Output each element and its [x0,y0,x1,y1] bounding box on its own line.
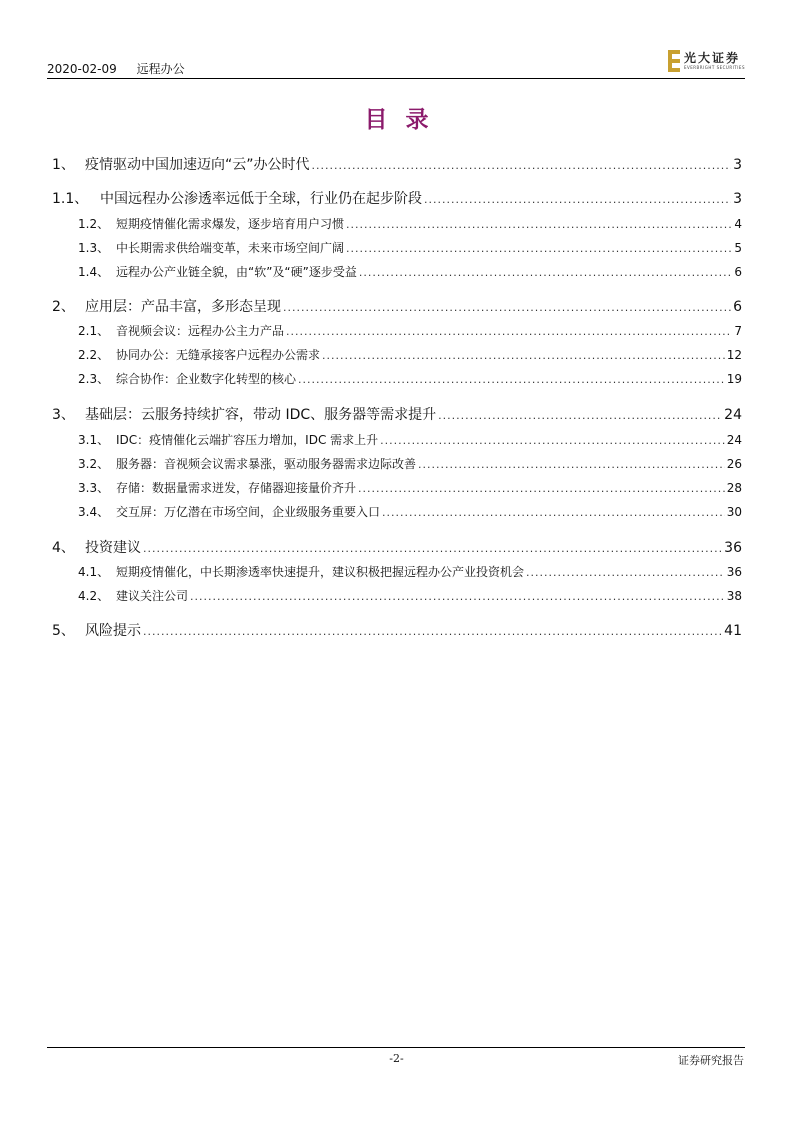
toc-entry[interactable] [78,563,742,580]
toc-leader-dots [143,625,722,638]
toc-entry[interactable] [78,322,742,339]
toc-leader-dots [418,458,725,471]
toc-entry[interactable] [52,188,742,208]
toc-entry-title: 存储：数据量需求迸发，存储器迎接量价齐升 [116,481,357,495]
footer-divider [47,1047,745,1048]
toc-entry[interactable] [52,537,742,557]
logo-name-cn: 光大证券 [683,51,740,65]
toc-entry-number: 1.4、 [78,265,110,279]
toc-entry-number: 2.2、 [78,348,110,362]
toc-leader-dots [346,242,732,255]
toc-entry-page: 24 [724,407,742,423]
toc-entry-number: 1、 [52,157,75,173]
toc-entry[interactable] [78,479,742,496]
toc-leader-dots [438,409,722,422]
toc-leader-dots [359,266,732,279]
toc-entry-number: 2、 [52,299,75,315]
toc-leader-dots [424,193,731,206]
toc-entry-page: 26 [726,457,742,471]
report-date: 2020-02-09 [47,62,117,76]
toc-entry-page: 6 [734,265,742,279]
toc-leader-dots [298,373,725,386]
toc-entry-page: 41 [724,623,742,639]
toc-entry-page: 3 [733,157,742,173]
header-divider [47,78,745,79]
toc-entry-page: 19 [726,372,742,386]
toc-entry-title: 应用层：产品丰富，多形态呈现 [85,299,281,315]
toc-entry[interactable] [78,346,742,363]
toc-entry-page: 4 [734,217,742,231]
toc-entry[interactable] [78,587,742,604]
toc-entry-number: 1.2、 [78,217,110,231]
toc-leader-dots [143,542,722,555]
document-type: 证券研究报告 [678,1054,744,1067]
toc-entry-title: 风险提示 [85,623,141,639]
toc-entry-title: 中长期需求供给端变革，未来市场空间广阔 [116,241,345,255]
logo-mark-icon [668,50,680,72]
page-number: -2- [389,1052,404,1065]
toc-entry-page: 6 [733,299,742,315]
toc-entry-title: 交互屏：万亿潜在市场空间，企业级服务重要入口 [116,505,381,519]
header-info [47,60,201,77]
toc-entry-title: 音视频会议：远程办公主力产品 [116,324,285,338]
toc-entry-title: 基础层：云服务持续扩容，带动 IDC、服务器等需求提升 [85,407,437,423]
toc-entry-page: 12 [726,348,742,362]
toc-leader-dots [283,301,731,314]
toc-entry-number: 4.1、 [78,565,110,579]
toc-entry-title: 疫情驱动中国加速迈向“云”办公时代 [85,157,310,173]
toc-entry-number: 3.3、 [78,481,110,495]
toc-leader-dots [382,506,725,519]
toc-entry[interactable] [78,263,742,280]
toc-entry-page: 7 [734,324,742,338]
toc-entry-number: 3.1、 [78,433,110,447]
toc-entry[interactable] [52,404,742,424]
toc-leader-dots [526,566,725,579]
toc-leader-dots [358,482,725,495]
toc-entry-number: 2.3、 [78,372,110,386]
toc-entry-page: 36 [726,565,742,579]
toc-entry[interactable] [78,215,742,232]
toc-entry-number: 4、 [52,540,75,556]
toc-entry-title: IDC：疫情催化云端扩容压力增加，IDC 需求上升 [116,433,379,447]
toc-entry-page: 38 [726,589,742,603]
toc-leader-dots [286,325,732,338]
toc-entry-page: 3 [733,191,742,207]
toc-entry-page: 5 [734,241,742,255]
toc-leader-dots [190,590,725,603]
toc-entry[interactable] [78,370,742,387]
toc-entry-page: 36 [724,540,742,556]
toc-leader-dots [312,159,732,172]
toc-entry-title: 综合协作：企业数字化转型的核心 [116,372,297,386]
report-topic: 远程办公 [136,62,185,76]
toc-entry-number: 3.4、 [78,505,110,519]
toc-leader-dots [380,434,725,447]
toc-entry-page: 30 [726,505,742,519]
toc-entry-title: 服务器：音视频会议需求暴涨，驱动服务器需求边际改善 [116,457,417,471]
toc-entry-title: 中国远程办公渗透率远低于全球，行业仍在起步阶段 [100,191,422,207]
toc-entry-title: 远程办公产业链全貌，由“软”及“硬”逐步受益 [116,265,357,279]
toc-entry-title: 短期疫情催化，中长期渗透率快速提升，建议积极把握远程办公产业投资机会 [116,565,525,579]
logo-name-en: EVERBRIGHT SECURITIES [683,65,745,70]
toc-entry-number: 3.2、 [78,457,110,471]
toc-leader-dots [346,218,732,231]
toc-entry[interactable] [52,154,742,174]
toc-entry-number: 1.3、 [78,241,110,255]
toc-entry[interactable] [52,620,742,640]
toc-entry-number: 5、 [52,623,75,639]
toc-entry-number: 4.2、 [78,589,110,603]
toc-title: 目录 [364,107,447,133]
toc-entry-number: 3、 [52,407,75,423]
toc-entry-title: 建议关注公司 [116,589,189,603]
toc-entry[interactable] [78,239,742,256]
toc-entry[interactable] [78,431,742,448]
toc-entry-page: 28 [726,481,742,495]
toc-entry[interactable] [52,296,742,316]
toc-entry-number: 1.1、 [52,191,89,207]
everbright-logo [668,50,745,72]
toc-entry[interactable] [78,503,742,520]
toc-entry[interactable] [78,455,742,472]
toc-leader-dots [322,349,725,362]
toc-entry-number: 2.1、 [78,324,110,338]
toc-entry-page: 24 [726,433,742,447]
toc-entry-title: 协同办公：无缝承接客户远程办公需求 [116,348,321,362]
toc-entry-title: 短期疫情催化需求爆发，逐步培育用户习惯 [116,217,345,231]
toc-entry-title: 投资建议 [85,540,141,556]
